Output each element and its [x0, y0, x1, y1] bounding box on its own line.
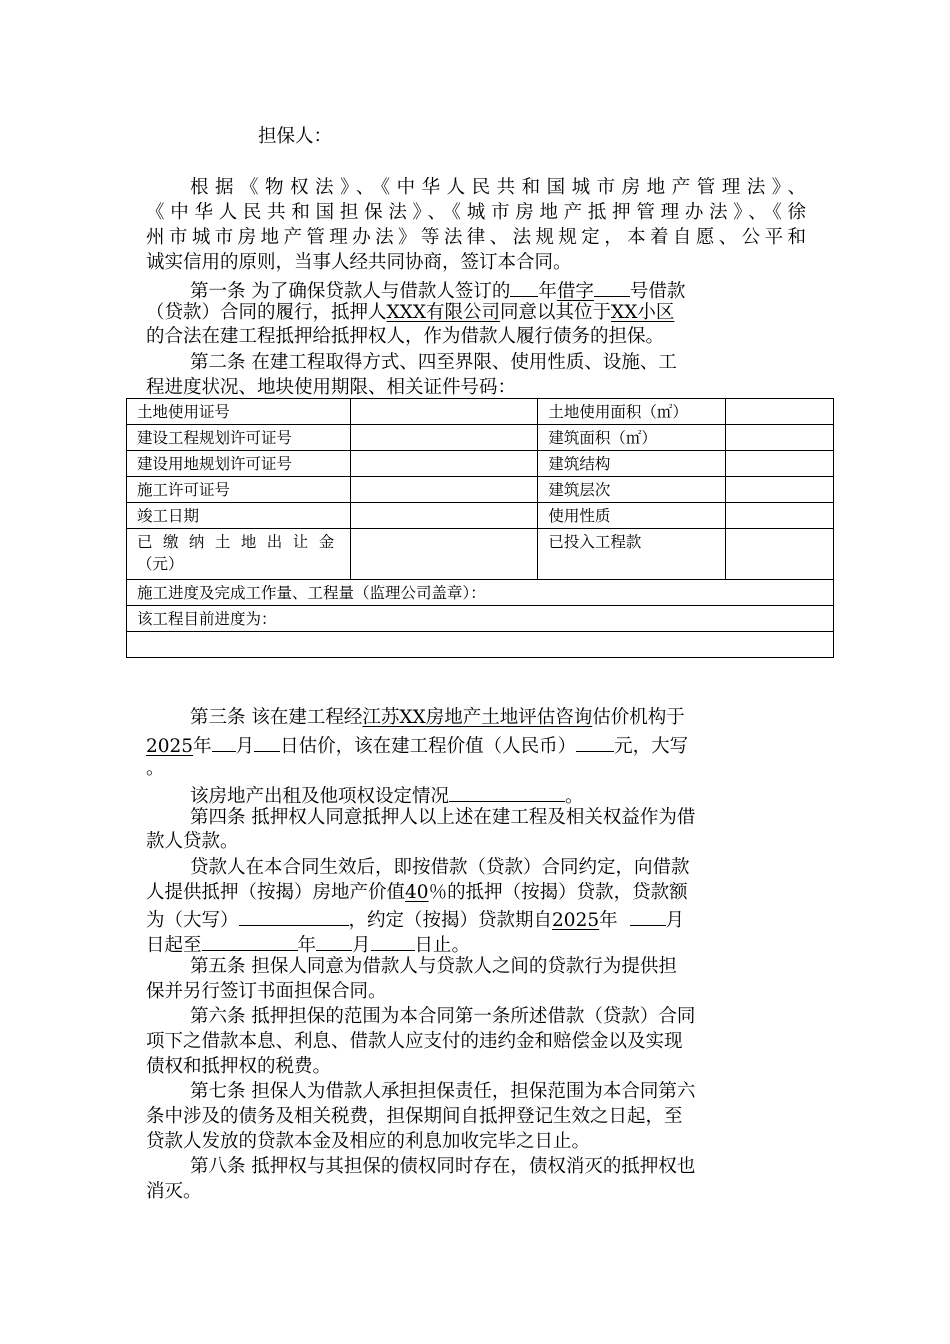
table-row [127, 632, 834, 658]
blank-rental [449, 782, 565, 802]
article-6-line: 第六条 抵押担保的范围为本合同第一条所述借款（贷款）合同 [190, 1006, 696, 1027]
field-label: 建筑结构 [538, 451, 726, 477]
field-label: 建筑层次 [538, 477, 726, 503]
article-1-line [146, 301, 674, 325]
article-2-line: 第二条 在建工程取得方式、四至界限、使用性质、设施、工 [190, 352, 677, 373]
article-7-line: 贷款人发放的贷款本金及相应的利息加收完毕之日止。 [146, 1131, 591, 1152]
loan-line [146, 906, 684, 933]
field-label: 竣工日期 [127, 503, 351, 529]
article-5-line: 保并另行签订书面担保合同。 [146, 981, 387, 1002]
field-label: 建筑面积（㎡） [538, 425, 726, 451]
field-label: 已投入工程款 [538, 529, 726, 580]
field-value [726, 451, 834, 477]
loan-text: ％的抵押（按揭）贷款，贷款额 [428, 882, 688, 903]
article-6-line: 项下之借款本息、利息、借款人应支付的违约金和赔偿金以及实现 [146, 1031, 683, 1052]
article-3-text: 日估价，该在建工程价值（人民币） [280, 736, 577, 757]
article-5-line: 第五条 担保人同意为借款人与贷款人之间的贷款行为提供担 [190, 956, 677, 977]
mortgagor-name: XXX有限公司 [386, 302, 501, 323]
rental-line [190, 782, 584, 809]
blank-end-year [202, 931, 298, 951]
appraisal-agency: 江苏XX房地产土地评估咨询 [362, 707, 593, 728]
article-3-line [190, 706, 685, 730]
article-1-line [190, 277, 685, 304]
article-6-line: 债权和抵押权的税费。 [146, 1056, 332, 1077]
article-1-text: （贷款）合同的履行，抵押人 [146, 302, 387, 323]
article-7-line: 第七条 担保人为借款人承担担保责任，担保范围为本合同第六 [190, 1081, 696, 1102]
blank-end-month [316, 931, 352, 951]
progress-label: 施工进度及完成工作量、工程量（监理公司盖章）： [127, 580, 834, 606]
empty-row [127, 632, 834, 658]
field-label: 施工许可证号 [127, 477, 351, 503]
article-4-line: 第四条 抵押权人同意抵押人以上述在建工程及相关权益作为借 [190, 807, 696, 828]
article-1-text: 号借款 [629, 281, 686, 302]
blank-number [594, 277, 630, 297]
land-fee-label [127, 529, 351, 580]
field-value [350, 451, 538, 477]
blank-amount [239, 906, 349, 926]
loan-line: 贷款人在本合同生效后，即按借款（贷款）合同约定，向借款 [190, 857, 690, 878]
loan-text: 日起至 [146, 935, 202, 956]
blank-value [576, 732, 614, 752]
field-label: 建设用地规划许可证号 [127, 451, 351, 477]
appraisal-year: 2025 [146, 736, 194, 757]
loan-text: 月 [352, 935, 371, 956]
article-2-line: 程进度状况、地块使用期限、相关证件号码： [146, 377, 517, 398]
loan-text: 为（大写） [146, 910, 239, 931]
field-label: 土地使用面积（㎡） [538, 399, 726, 425]
blank-month [212, 732, 236, 752]
article-1-text: 同意以其位于 [500, 302, 612, 323]
article-3-line [146, 732, 688, 759]
field-label: 使用性质 [538, 503, 726, 529]
article-3-text: 元，大写 [614, 736, 689, 757]
guarantor-label: 担保人： [258, 126, 333, 147]
table-row [127, 451, 834, 477]
loan-text: 年 [599, 910, 618, 931]
table-row [127, 580, 834, 606]
article-8-line: 第八条 抵押权与其担保的债权同时存在，债权消灭的抵押权也 [190, 1156, 696, 1177]
blank-start-month [630, 906, 666, 926]
article-3-line: 。 [146, 758, 165, 779]
article-1-line: 的合法在建工程抵押给抵押权人，作为借款人履行债务的担保。 [146, 326, 665, 347]
field-value [726, 529, 834, 580]
loan-text: 人提供抵押（按揭）房地产价值 [146, 882, 406, 903]
rental-text: 。 [565, 786, 584, 807]
field-value [726, 425, 834, 451]
preamble-line: 州市城市房地产管理办法》等法律、法规规定，本着自愿、公平和 [146, 227, 806, 248]
loan-text: ，约定（按揭）贷款期自 [348, 910, 553, 931]
loan-line [146, 931, 470, 958]
table-row [127, 477, 834, 503]
field-value [350, 477, 538, 503]
land-fee-unit: （元） [137, 555, 184, 573]
article-1-year: 年 [538, 281, 557, 302]
article-8-line: 消灭。 [146, 1181, 202, 1202]
preamble-line: 根据《物权法》、《中华人民共和国城市房地产管理法》、 [190, 177, 806, 198]
table-row [127, 529, 834, 580]
loan-start-year: 2025 [552, 910, 600, 931]
article-3-text: 第三条 该在建工程经 [190, 707, 363, 728]
current-progress-label: 该工程目前进度为： [127, 606, 834, 632]
table-row [127, 606, 834, 632]
land-fee-label-line: 已缴纳土地出让金 [137, 533, 340, 551]
rental-text: 该房地产出租及他项权设定情况 [190, 786, 450, 807]
blank-year [510, 277, 538, 297]
field-value [726, 477, 834, 503]
article-3-text: 月 [235, 736, 255, 757]
table-row [127, 399, 834, 425]
preamble-line: 《中华人民共和国担保法》、《城市房地产抵押管理办法》、《徐 [146, 202, 806, 223]
field-value [350, 399, 538, 425]
field-value [726, 399, 834, 425]
field-value [350, 529, 538, 580]
loan-percent: 40 [405, 882, 429, 903]
preamble-line: 诚实信用的原则，当事人经共同协商，签订本合同。 [146, 252, 572, 273]
article-3-text: 估价机构于 [592, 707, 685, 728]
article-4-line: 款人贷款。 [146, 831, 239, 852]
loan-text: 日止。 [414, 935, 471, 956]
loan-text: 月 [665, 910, 685, 931]
field-value [726, 503, 834, 529]
loan-text: 年 [297, 935, 317, 956]
loan-word: 借字 [556, 281, 594, 302]
blank-day [254, 732, 280, 752]
article-1-text: 第一条 为了确保贷款人与借款人签订的 [190, 281, 511, 302]
loan-line [146, 881, 688, 905]
field-value [350, 503, 538, 529]
article-7-line: 条中涉及的债务及相关税费，担保期间自抵押登记生效之日起，至 [146, 1106, 683, 1127]
table-row [127, 425, 834, 451]
construction-info-table [126, 398, 834, 658]
blank-end-day [371, 931, 415, 951]
table-row [127, 503, 834, 529]
field-label: 建设工程规划许可证号 [127, 425, 351, 451]
field-label: 土地使用证号 [127, 399, 351, 425]
property-location: XX小区 [611, 302, 675, 323]
article-3-text: 年 [193, 736, 212, 757]
field-value [350, 425, 538, 451]
